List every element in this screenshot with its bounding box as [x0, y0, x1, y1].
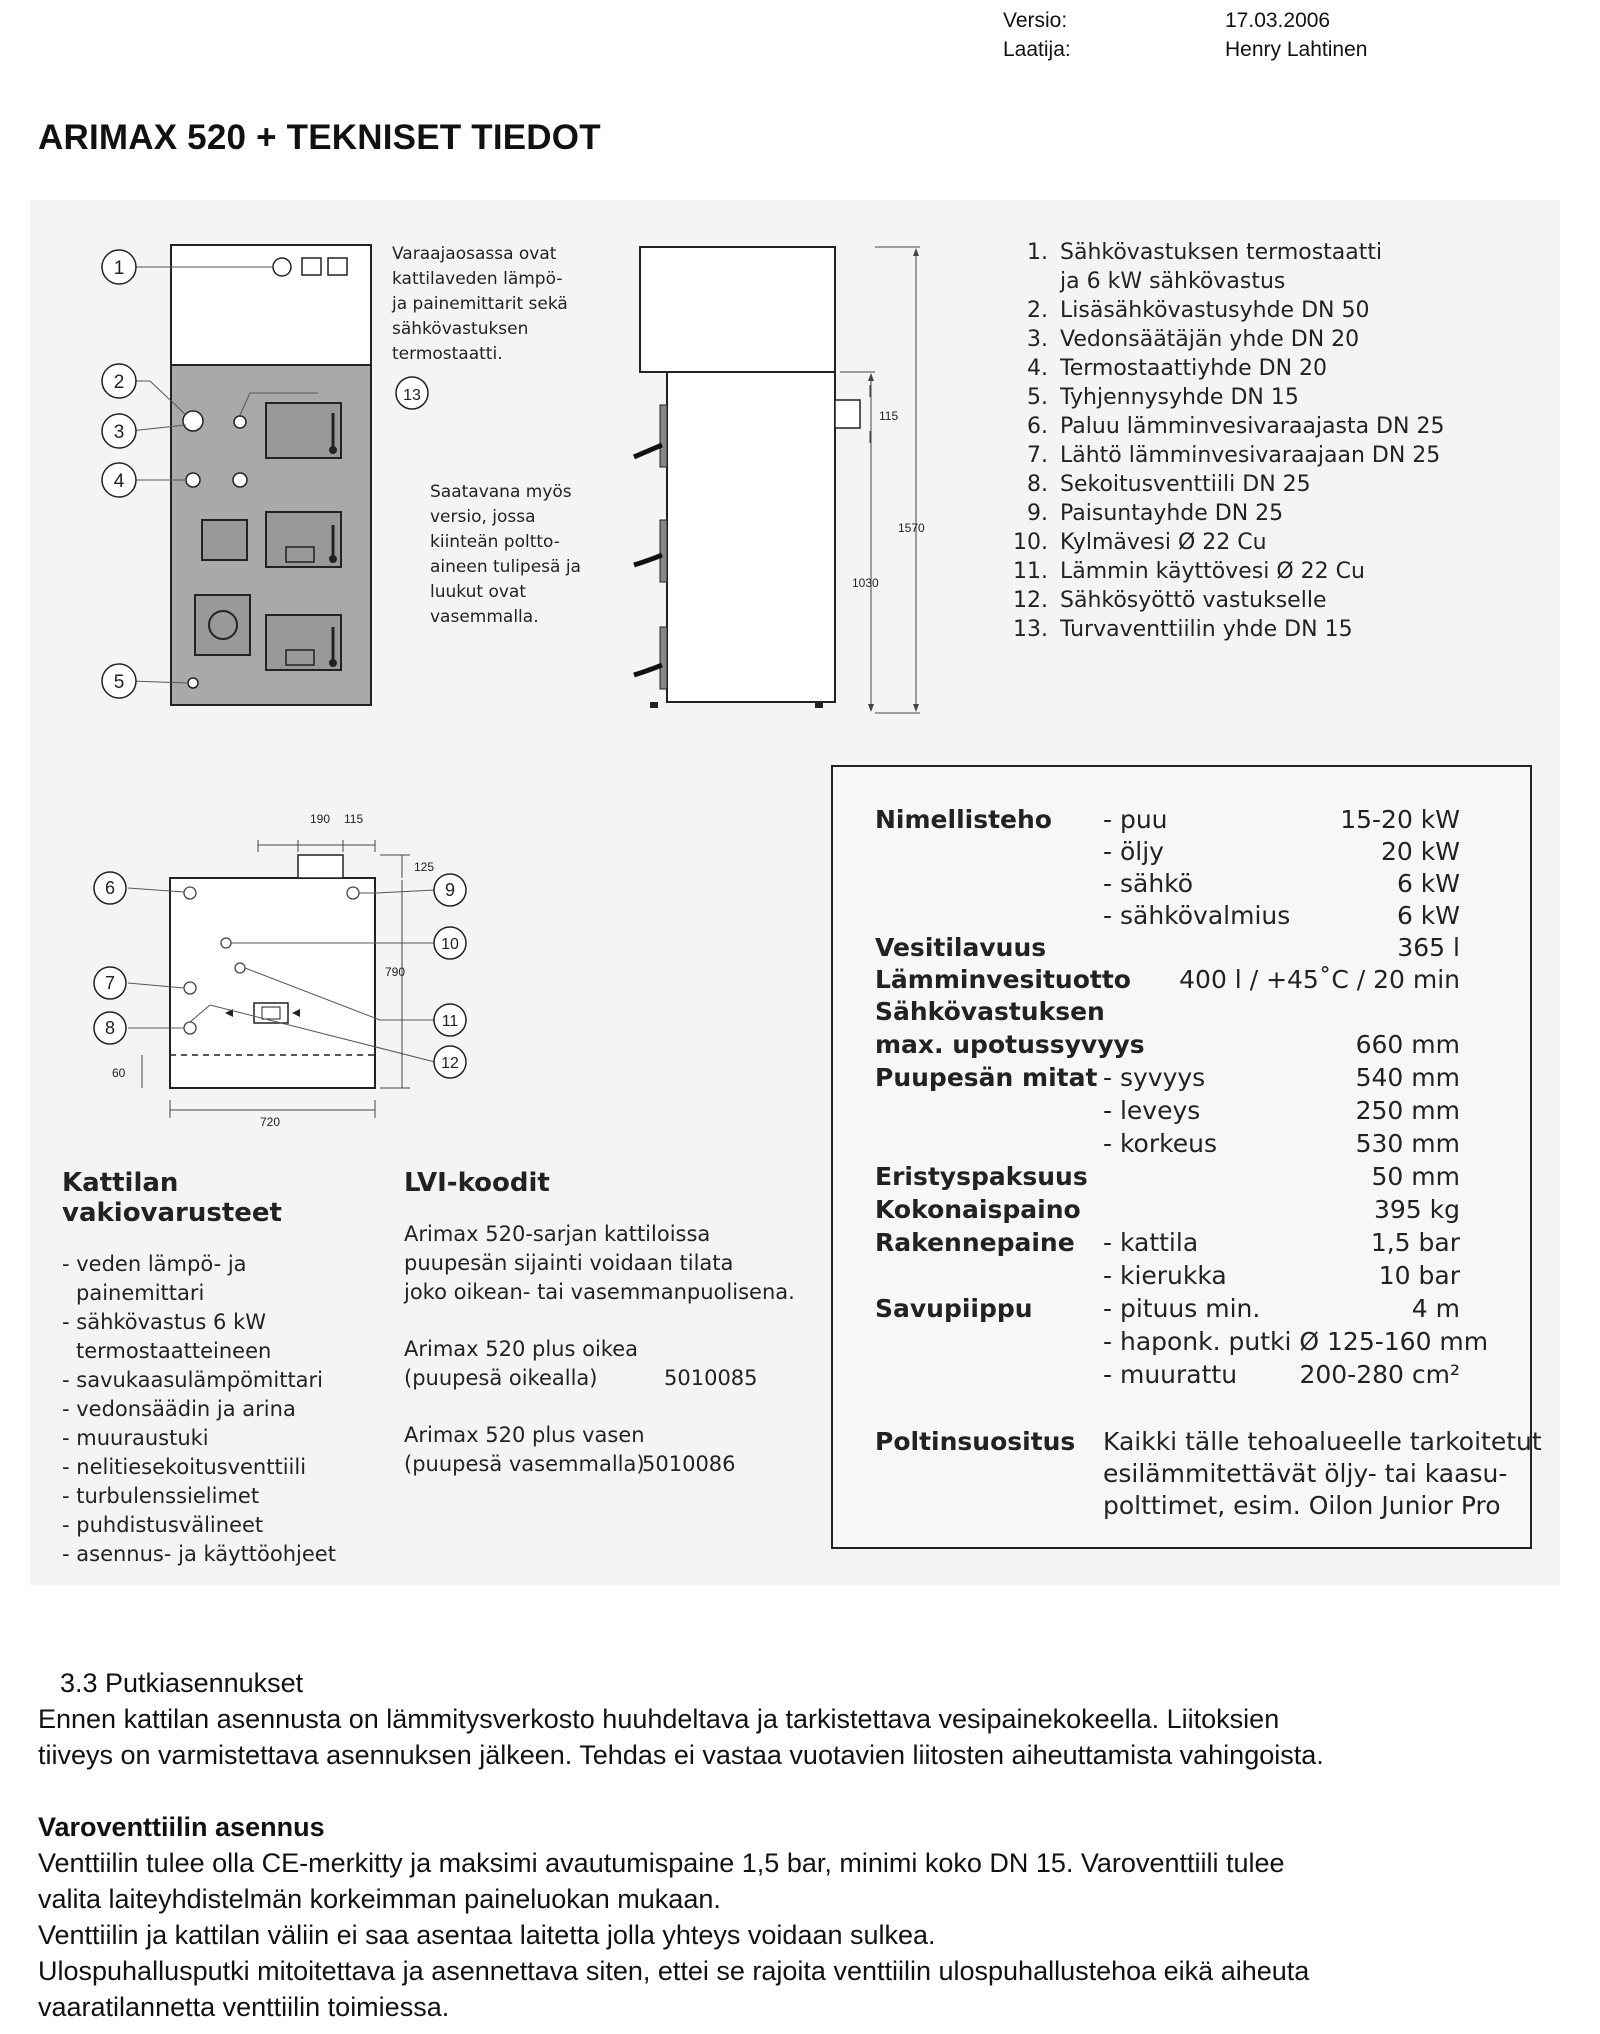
spec-kattila-value: 1,5 bar — [1370, 1228, 1460, 1257]
dim-115-side: 115 — [879, 409, 899, 423]
equipment-line: - veden lämpö- ja — [62, 1252, 247, 1276]
spec-nimellisteho: Nimellisteho — [875, 805, 1052, 834]
equipment-line: - muuraustuki — [62, 1426, 209, 1450]
section-paragraph-2 — [38, 1845, 1578, 2025]
equipment-section — [62, 1168, 372, 1569]
spec-vesitilavuus-value: 365 l — [1397, 933, 1460, 962]
spec-vesitilavuus: Vesitilavuus — [875, 933, 1047, 962]
callout-8: 8 — [104, 1018, 116, 1038]
lvi-line: puupesän sijainti voidaan tilata — [404, 1251, 734, 1275]
lvi-left-code: 5010086 — [642, 1452, 736, 1476]
list-item: 9. Paisuntayhde DN 25 — [1027, 501, 1284, 526]
paragraph-line: Venttiilin tulee olla CE-merkitty ja maksimi avautumispaine 1,5 bar, minimi koko DN 15. Varoventtiili tulee — [38, 1848, 1285, 1878]
equipment-line: - nelitiesekoitusventtiili — [62, 1455, 307, 1479]
dim-60: 60 — [112, 1066, 126, 1080]
version-note-line: Saatavana myös — [430, 482, 572, 502]
spec-sahkovastuksen: Sähkövastuksen — [875, 997, 1105, 1026]
front-note-line: sähkövastuksen — [392, 319, 529, 339]
front-view-note — [392, 242, 568, 367]
lvi-right-code: 5010085 — [664, 1366, 758, 1390]
list-item: 12. Sähkösyöttö vastukselle — [1013, 588, 1327, 613]
version-note-line: vasemmalla. — [430, 607, 539, 627]
lvi-left-row — [404, 1450, 804, 1479]
callout-4: 4 — [113, 471, 125, 492]
spec-leveys: - leveys — [1103, 1096, 1201, 1125]
front-note-line: Varaajaosassa ovat — [392, 244, 557, 264]
equipment-line: - turbulenssielimet — [62, 1484, 260, 1508]
lvi-line: joko oikean- tai vasemmanpuolisena. — [404, 1280, 795, 1304]
callout-5: 5 — [113, 672, 125, 693]
front-note-line: kattilaveden lämpö- — [392, 269, 563, 289]
spec-kierukka: - kierukka — [1103, 1261, 1227, 1290]
lvi-section — [404, 1168, 804, 1479]
dim-1570: 1570 — [898, 521, 925, 535]
dim-125: 125 — [414, 860, 435, 874]
spec-poltin: Poltinsuositus — [875, 1427, 1076, 1456]
spec-sahko: - sähkö — [1103, 869, 1194, 898]
spec-poltin-line: polttimet, esim. Oilon Junior Pro — [1103, 1491, 1501, 1520]
lvi-left-name: Arimax 520 plus vasen — [404, 1423, 645, 1447]
lvi-right-sub: (puupesä oikealla) — [404, 1366, 598, 1390]
equipment-line: - puhdistusvälineet — [62, 1513, 264, 1537]
spec-muurattu-value: 200-280 cm² — [1299, 1360, 1460, 1389]
spec-haponk: - haponk. putki Ø 125-160 mm — [1103, 1327, 1489, 1356]
equipment-line: painemittari — [76, 1281, 205, 1305]
version-note-line: luukut ovat — [430, 582, 526, 602]
spec-korkeus: - korkeus — [1103, 1129, 1217, 1158]
list-item: ja 6 kW sähkövastus — [1060, 269, 1286, 294]
spec-sahkovalmius: - sähkövalmius — [1103, 901, 1291, 930]
spec-kokonaispaino-value: 395 kg — [1373, 1195, 1460, 1224]
spec-puu-value: 15-20 kW — [1340, 805, 1460, 834]
spec-lamminvesituotto-value: 400 l / +45˚C / 20 min — [1179, 965, 1460, 994]
list-item: 11. Lämmin käyttövesi Ø 22 Cu — [1013, 559, 1365, 584]
equipment-line: - vedonsäädin ja arina — [62, 1397, 296, 1421]
front-note-line: termostaatti. — [392, 344, 503, 364]
parts-list — [990, 240, 1510, 660]
spec-pituus-value: 4 m — [1411, 1294, 1460, 1323]
callout-7: 7 — [104, 973, 116, 993]
paragraph-line: Venttiilin ja kattilan väliin ei saa asentaa laitetta jolla yhteys voidaan sulkea. — [38, 1920, 936, 1950]
dim-720: 720 — [260, 1115, 281, 1129]
paragraph-line: Ulospuhallusputki mitoitettava ja asennettava siten, ettei se rajoita venttiilin ulospuhallustehoa eikä aiheuta — [38, 1956, 1310, 1986]
dim-190: 190 — [310, 812, 331, 826]
spec-sahko-value: 6 kW — [1396, 869, 1460, 898]
spec-eristys: Eristyspaksuus — [875, 1162, 1088, 1191]
callout-11: 11 — [441, 1013, 459, 1030]
version-note-line: aineen tulipesä ja — [430, 557, 581, 577]
spec-poltin-line: Kaikki tälle tehoalueelle tarkoitetut — [1103, 1427, 1542, 1456]
top-view-diagram — [80, 800, 520, 1140]
paragraph-line: Ennen kattilan asennusta on lämmitysverkosto huuhdeltava ja tarkistettava vesipainekokeella. Liitoksien — [38, 1704, 1280, 1734]
equipment-line: - savukaasulämpömittari — [62, 1368, 324, 1392]
spec-pituus: - pituus min. — [1103, 1294, 1261, 1323]
paragraph-line: vaaratilannetta venttiilin toimiessa. — [38, 1992, 450, 2022]
section-heading: 3.3 Putkiasennukset — [60, 1668, 304, 1698]
author-label: Laatija: — [1003, 38, 1071, 61]
dim-1030: 1030 — [852, 576, 879, 590]
spec-savupiippu: Savupiippu — [875, 1294, 1033, 1323]
list-item: 10. Kylmävesi Ø 22 Cu — [1013, 530, 1267, 555]
callout-10: 10 — [441, 936, 459, 953]
front-note-line: ja painemittarit sekä — [392, 294, 568, 314]
callout-3: 3 — [113, 422, 125, 443]
list-item: 5. Tyhjennysyhde DN 15 — [1027, 385, 1299, 410]
lvi-right-row — [404, 1364, 804, 1393]
list-item: 1. Sähkövastuksen termostaatti — [1027, 240, 1383, 265]
spec-sahkovalmius-value: 6 kW — [1396, 901, 1460, 930]
spec-upotussyvyys-value: 660 mm — [1355, 1030, 1460, 1059]
list-item: 2. Lisäsähkövastusyhde DN 50 — [1027, 298, 1370, 323]
side-view-diagram — [620, 235, 950, 725]
paragraph-line: valita laiteyhdistelmän korkeimman paineluokan mukaan. — [38, 1884, 721, 1914]
list-item: 4. Termostaattiyhde DN 20 — [1027, 356, 1328, 381]
list-item: 6. Paluu lämminvesivaraajasta DN 25 — [1027, 414, 1445, 439]
callout-6: 6 — [104, 878, 116, 898]
dim-790: 790 — [385, 965, 406, 979]
paragraph-line: tiiveys on varmistettava asennuksen jälkeen. Tehdas ei vastaa vuotavien liitosten aiheuttamista vahingoista. — [38, 1740, 1324, 1770]
spec-kokonaispaino: Kokonaispaino — [875, 1195, 1081, 1224]
author-value: Henry Lahtinen — [1225, 38, 1368, 61]
spec-lamminvesituotto: Lämminvesituotto — [875, 965, 1131, 994]
sub-heading: Varoventtiilin asennus — [38, 1812, 325, 1842]
callout-9: 9 — [444, 880, 456, 900]
version-value: 17.03.2006 — [1225, 9, 1331, 32]
lvi-left-sub: (puupesä vasemmalla) — [404, 1452, 645, 1476]
dim-115-top: 115 — [344, 812, 364, 826]
lvi-title: LVI-koodit — [404, 1168, 550, 1198]
lvi-line: Arimax 520-sarjan kattiloissa — [404, 1222, 711, 1246]
callout-13: 13 — [403, 387, 421, 404]
lvi-right-name: Arimax 520 plus oikea — [404, 1337, 638, 1361]
spec-puu: - puu — [1103, 805, 1168, 834]
version-note — [430, 480, 581, 630]
list-item: 3. Vedonsäätäjän yhde DN 20 — [1027, 327, 1360, 352]
spec-oljy: - öljy — [1103, 837, 1164, 866]
spec-leveys-value: 250 mm — [1355, 1096, 1460, 1125]
equipment-line: - asennus- ja käyttöohjeet — [62, 1542, 336, 1566]
front-view-diagram — [90, 235, 430, 725]
section-paragraph-1 — [38, 1701, 1578, 1773]
spec-korkeus-value: 530 mm — [1355, 1129, 1460, 1158]
spec-oljy-value: 20 kW — [1381, 837, 1460, 866]
spec-puupesan: Puupesän mitat — [875, 1063, 1098, 1092]
spec-muurattu: - muurattu — [1103, 1360, 1238, 1389]
equipment-title: Kattilan vakiovarusteet — [62, 1168, 282, 1228]
list-item: 13. Turvaventtiilin yhde DN 15 — [1013, 617, 1353, 642]
list-item: 8. Sekoitusventtiili DN 25 — [1027, 472, 1311, 497]
spec-kattila: - kattila — [1103, 1228, 1199, 1257]
spec-eristys-value: 50 mm — [1371, 1162, 1460, 1191]
spec-rakennepaine: Rakennepaine — [875, 1228, 1075, 1257]
spec-poltin-line: esilämmitettävät öljy- tai kaasu- — [1103, 1459, 1508, 1488]
list-item: 7. Lähtö lämminvesivaraajaan DN 25 — [1027, 443, 1441, 468]
spec-upotussyvyys: max. upotussyvyys — [875, 1030, 1145, 1059]
version-label: Versio: — [1003, 9, 1068, 32]
equipment-line: - sähkövastus 6 kW — [62, 1310, 266, 1334]
version-note-line: versio, jossa — [430, 507, 536, 527]
spec-syvyys-value: 540 mm — [1355, 1063, 1460, 1092]
version-note-line: kiinteän poltto- — [430, 532, 560, 552]
spec-syvyys: - syvyys — [1103, 1063, 1206, 1092]
callout-12: 12 — [441, 1055, 459, 1072]
spec-kierukka-value: 10 bar — [1378, 1261, 1460, 1290]
page-title: ARIMAX 520 + TEKNISET TIEDOT — [38, 118, 601, 157]
callout-1: 1 — [113, 258, 125, 279]
callout-2: 2 — [113, 372, 125, 393]
spec-box — [831, 765, 1542, 1549]
equipment-line: termostaatteineen — [76, 1339, 272, 1363]
